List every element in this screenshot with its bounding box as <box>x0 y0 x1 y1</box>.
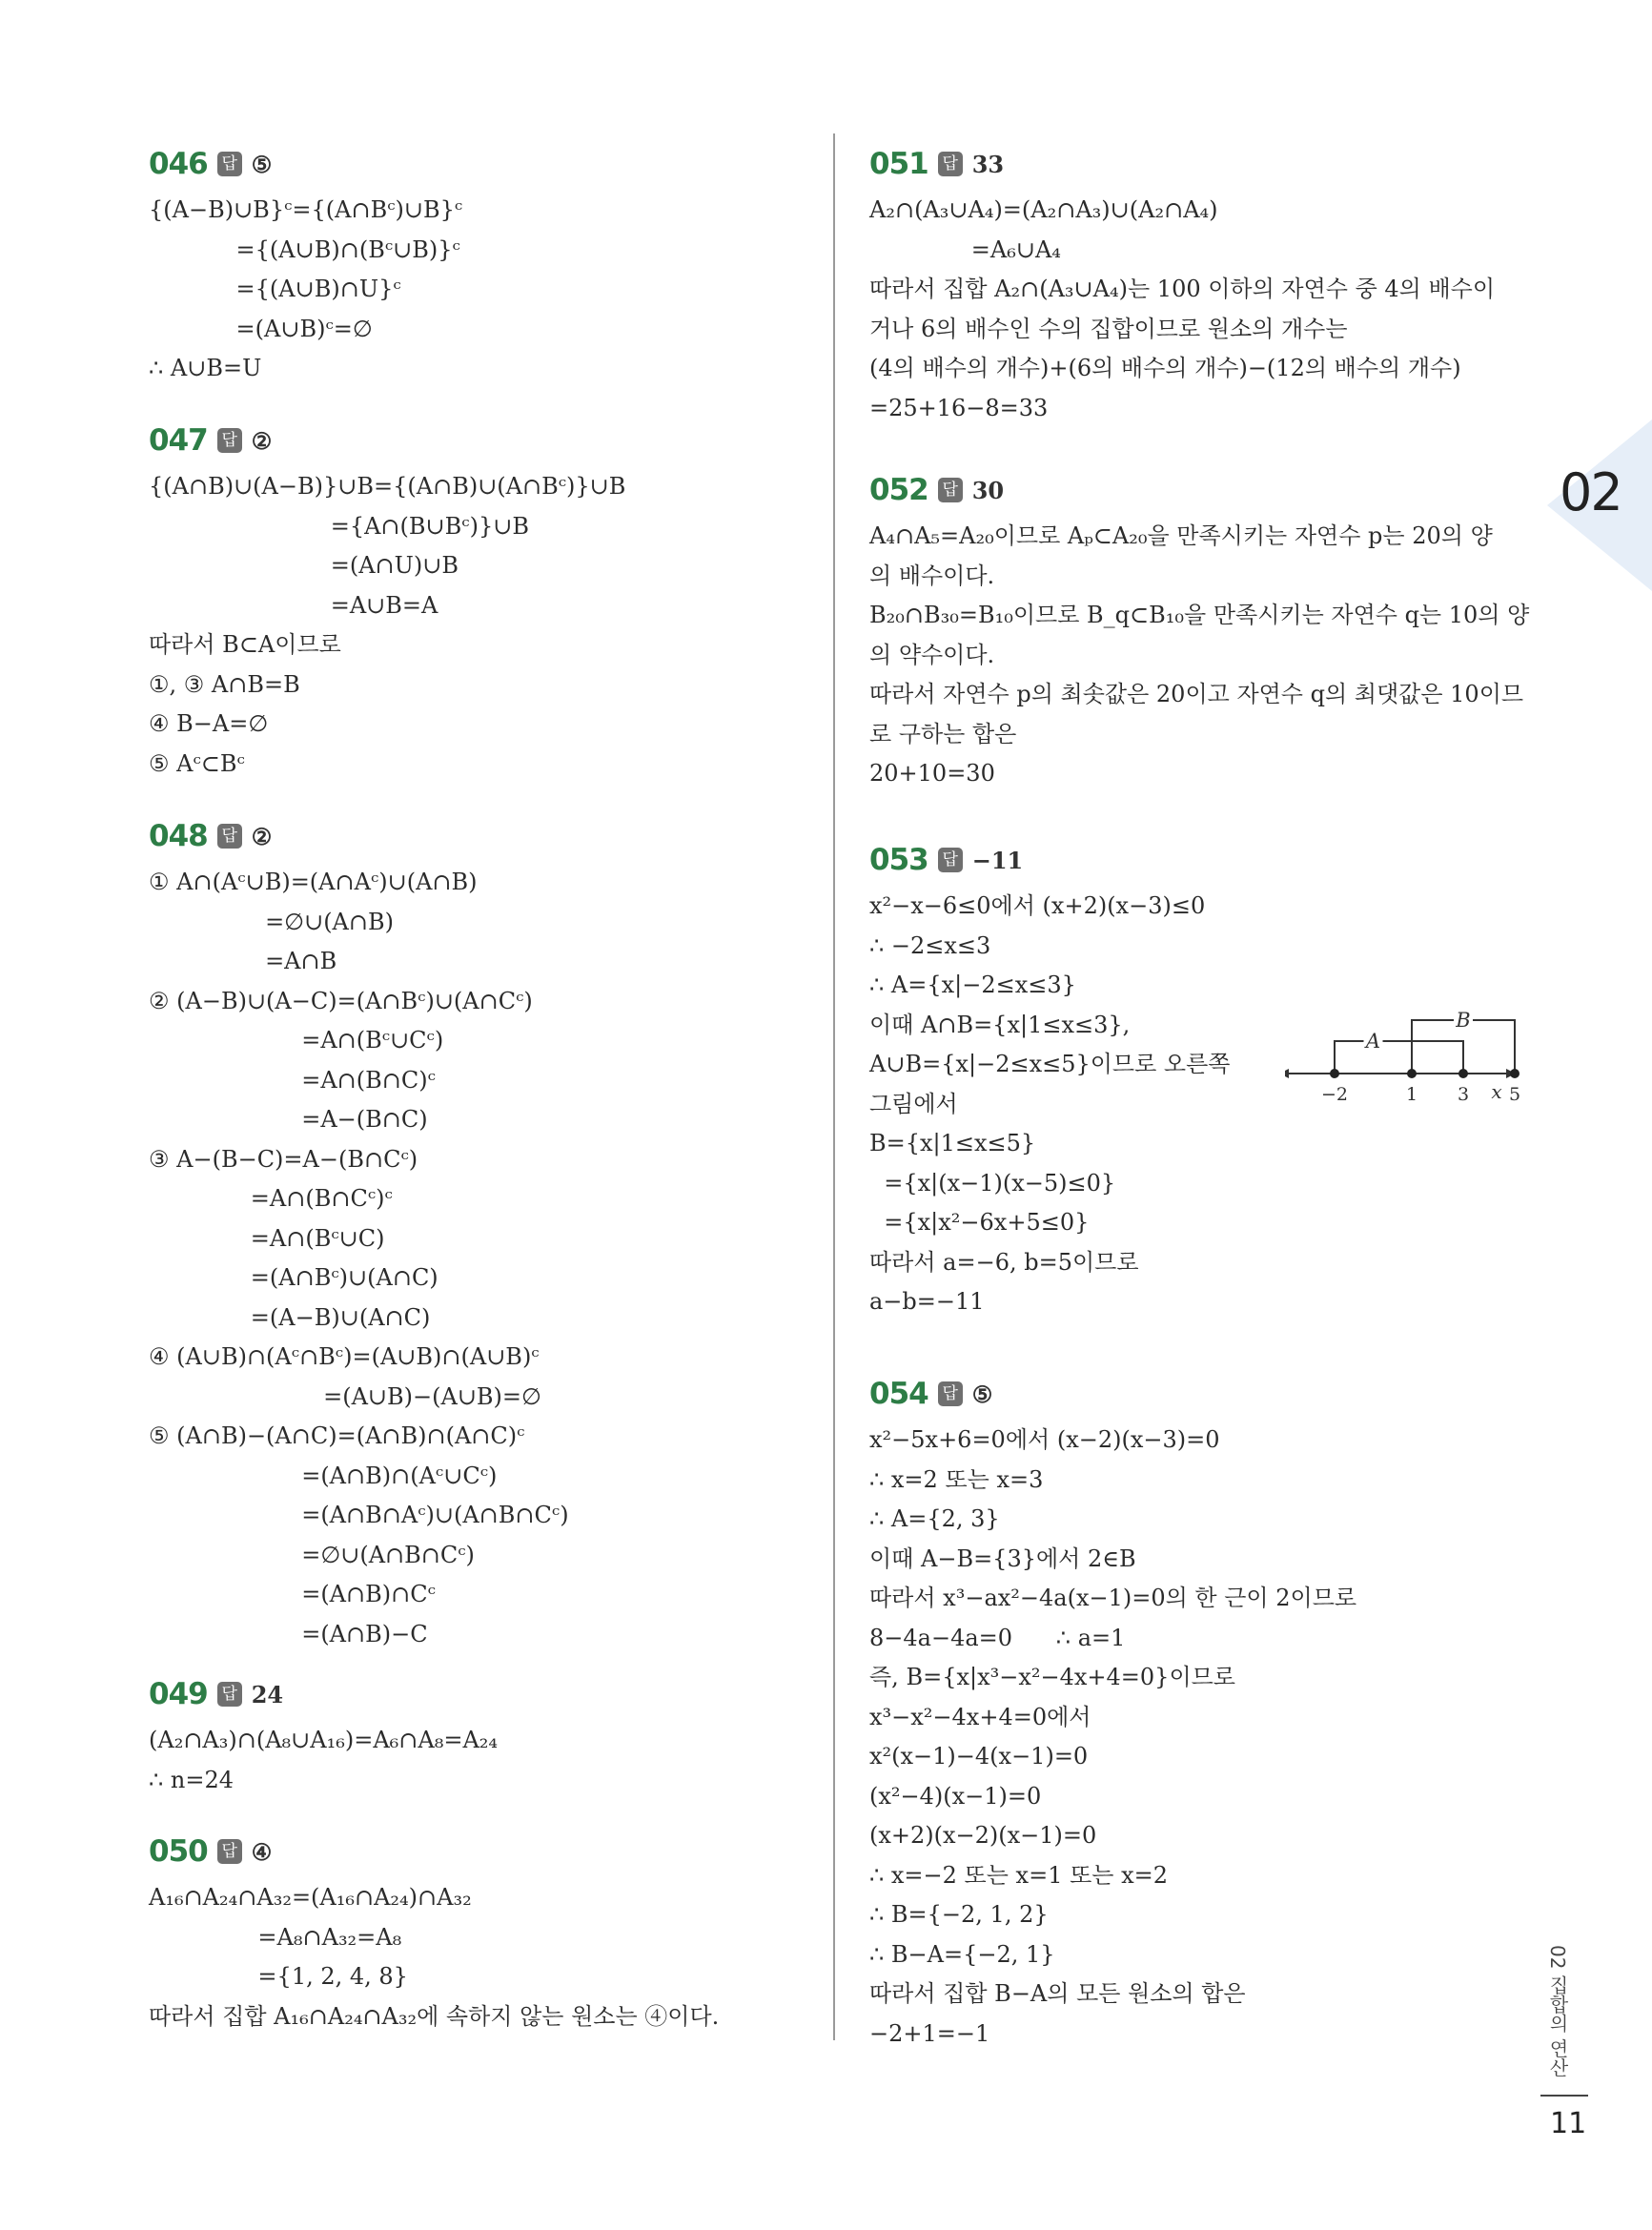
solution-line: 그림에서 <box>869 1090 958 1117</box>
solution-line: B={x|1≤x≤5} <box>869 1130 1036 1156</box>
solution-line: =A∩(B∩C)ᶜ <box>149 1066 436 1094</box>
solution-line: A∪B={x|−2≤x≤5}이므로 오른쪽 <box>869 1051 1231 1077</box>
answer-badge: 답 <box>217 824 242 849</box>
solution-line: (A₂∩A₃)∩(A₈∪A₁₆)=A₆∩A₈=A₂₄ <box>149 1727 499 1753</box>
solution-line: =A−(B∩C) <box>149 1106 428 1133</box>
solution-line: =(A∩U)∪B <box>149 552 459 579</box>
solution-line: =A∩(B∩Cᶜ)ᶜ <box>149 1185 393 1212</box>
axis-label: x <box>1491 1080 1502 1103</box>
answer-badge: 답 <box>938 478 963 502</box>
solution-line: ①, ③ A∩B=B <box>149 670 300 698</box>
problem-number: 047 <box>149 423 208 458</box>
solution-line: x²−x−6≤0에서 (x+2)(x−3)≤0 <box>869 892 1206 919</box>
axis-arrow-left <box>1285 1069 1289 1078</box>
solution-line: ③ A−(B−C)=A−(B∩Cᶜ) <box>149 1145 418 1173</box>
problem-header <box>869 839 1527 881</box>
solution-line: =A₈∩A₃₂=A₈ <box>149 1923 402 1951</box>
solution-line: =(A∪B)ᶜ=∅ <box>149 315 373 342</box>
solution-line: =(A∪B)−(A∪B)=∅ <box>149 1382 541 1410</box>
solution-line: =A∩B <box>149 948 337 974</box>
problem-header <box>869 469 1527 511</box>
solution-line: =(A∩B)∩Cᶜ <box>149 1581 436 1607</box>
problem-number: 050 <box>149 1834 208 1869</box>
solution-line: 따라서 자연수 p의 최솟값은 20이고 자연수 q의 최댓값은 10이므 <box>869 681 1524 707</box>
chapter-tab-number: 02 <box>1560 462 1621 522</box>
solution-line: A₄∩A₅=A₂₀이므로 Aₚ⊂A₂₀을 만족시키는 자연수 p는 20의 양 <box>869 522 1493 549</box>
answer-value: 33 <box>971 150 1005 178</box>
solution-line: 따라서 a=−6, b=5이므로 <box>869 1248 1139 1276</box>
solution-line: 이때 A∩B={x|1≤x≤3}, <box>869 1011 1131 1038</box>
solution-line: ∴ x=2 또는 x=3 <box>869 1465 1044 1493</box>
solution-line: −2+1=−1 <box>869 2019 990 2047</box>
problem-header <box>149 1831 816 1872</box>
solution-line: ∴ n=24 <box>149 1766 235 1793</box>
problem-number: 048 <box>149 819 208 853</box>
solution-line: ∴ A={2, 3} <box>869 1505 1000 1532</box>
set-b-label: B <box>1456 1009 1471 1032</box>
problem-header <box>149 143 816 185</box>
running-title: 02 집합의 연산 <box>1546 1945 1569 2077</box>
solution-line: {(A−B)∪B}ᶜ={(A∩Bᶜ)∪B}ᶜ <box>149 196 463 223</box>
solution-line: =(A∩B)−C <box>149 1620 428 1647</box>
solution-line: =A∪B=A <box>149 591 438 619</box>
problem-header <box>149 1673 816 1715</box>
solution-line: 의 약수이다. <box>869 641 995 668</box>
solution-line: 이때 A−B={3}에서 2∈B <box>869 1545 1136 1572</box>
problem-048 <box>149 815 816 1654</box>
tick-label: −2 <box>1320 1084 1349 1105</box>
answer-badge: 답 <box>938 848 963 872</box>
solution-line: ② (A−B)∪(A−C)=(A∩Bᶜ)∪(A∩Cᶜ) <box>149 987 533 1014</box>
solution-line: 따라서 집합 A₂∩(A₃∪A₄)는 100 이하의 자연수 중 4의 배수이 <box>869 276 1496 302</box>
solution-line: ={x|x²−6x+5≤0} <box>869 1209 1090 1236</box>
number-line-figure <box>1285 1009 1523 1128</box>
answer-value: 30 <box>971 476 1005 504</box>
solution-line: =A∩(Bᶜ∪C) <box>149 1224 385 1252</box>
solution-line: 즉, B={x|x³−x²−4x+4=0}이므로 <box>869 1664 1235 1690</box>
problem-number: 052 <box>869 473 928 507</box>
solution-line: =(A∩B)∩(Aᶜ∪Cᶜ) <box>149 1462 498 1489</box>
answer-badge: 답 <box>217 152 242 176</box>
number-line-point <box>1458 1069 1468 1078</box>
tick-label: 5 <box>1508 1084 1521 1105</box>
solution-line: 따라서 집합 A₁₆∩A₂₄∩A₃₂에 속하지 않는 원소는 ④이다. <box>149 2002 720 2030</box>
answer-value: ② <box>251 426 273 455</box>
solution-line: ∴ A={x|−2≤x≤3} <box>869 972 1076 998</box>
solution-line: ④ B−A=∅ <box>149 710 269 737</box>
solution-line: (x+2)(x−2)(x−1)=0 <box>869 1822 1097 1849</box>
problem-number: 049 <box>149 1677 208 1711</box>
answer-value: −11 <box>971 846 1024 874</box>
answer-value: ⑤ <box>971 1380 993 1408</box>
problem-header <box>869 1373 1527 1415</box>
solution-line: =(A−B)∪(A∩C) <box>149 1303 431 1331</box>
solution-line: a−b=−11 <box>869 1288 985 1315</box>
solution-line: ∴ B−A={−2, 1} <box>869 1940 1055 1968</box>
solution-line: =∅∪(A∩B) <box>149 908 394 935</box>
answer-value: ⑤ <box>251 150 273 178</box>
solution-line: ={1, 2, 4, 8} <box>149 1963 408 1990</box>
solution-line: ④ (A∪B)∩(Aᶜ∩Bᶜ)=(A∪B)∩(A∪B)ᶜ <box>149 1343 540 1370</box>
solution-line: ∴ A∪B=U <box>149 355 262 381</box>
solution-line: 의 배수이다. <box>869 562 995 589</box>
solution-line: ={x|(x−1)(x−5)≤0} <box>869 1169 1116 1197</box>
problem-050 <box>149 1831 816 2036</box>
answer-badge: 답 <box>217 428 242 453</box>
solution-line: =A₆∪A₄ <box>869 235 1061 263</box>
problem-number: 053 <box>869 843 928 877</box>
solution-line: ∴ B={−2, 1, 2} <box>869 1901 1049 1928</box>
solution-line: (x²−4)(x−1)=0 <box>869 1782 1042 1810</box>
solution-line: ={(A∪B)∩U}ᶜ <box>149 276 401 302</box>
answer-badge: 답 <box>938 152 963 176</box>
solution-line: 8−4a−4a=0 ∴ a=1 <box>869 1624 1126 1651</box>
set-a-bracket <box>1335 1041 1463 1074</box>
problem-header <box>149 815 816 857</box>
number-line-point <box>1510 1069 1519 1078</box>
number-line-point <box>1407 1069 1417 1078</box>
solution-line: =25+16−8=33 <box>869 394 1049 421</box>
solution-line: (4의 배수의 개수)+(6의 배수의 개수)−(12의 배수의 개수) <box>869 355 1461 381</box>
solution-line: =A∩(Bᶜ∪Cᶜ) <box>149 1027 444 1054</box>
solution-line: ⑤ Aᶜ⊂Bᶜ <box>149 749 245 777</box>
problem-header <box>869 143 1527 185</box>
set-a-label: A <box>1365 1030 1381 1053</box>
solution-line: ① A∩(Aᶜ∪B)=(A∩Aᶜ)∪(A∩B) <box>149 869 478 895</box>
solution-line: x²−5x+6=0에서 (x−2)(x−3)=0 <box>869 1426 1220 1453</box>
answer-badge: 답 <box>217 1839 242 1864</box>
solution-line: 따라서 x³−ax²−4a(x−1)=0의 한 근이 2이므로 <box>869 1585 1357 1611</box>
solution-line: 따라서 B⊂A이므로 <box>149 631 341 658</box>
solution-line: ∴ x=−2 또는 x=1 또는 x=2 <box>869 1861 1169 1889</box>
solution-line: =(A∩Bᶜ)∪(A∩C) <box>149 1264 438 1291</box>
problem-047 <box>149 419 816 784</box>
problem-049 <box>149 1673 816 1800</box>
answer-value: ② <box>251 822 273 850</box>
solution-line: 로 구하는 합은 <box>869 720 1017 747</box>
solution-line: =(A∩B∩Aᶜ)∪(A∩B∩Cᶜ) <box>149 1502 569 1528</box>
problem-header <box>149 419 816 461</box>
solution-line: B₂₀∩B₃₀=B₁₀이므로 B_q⊂B₁₀을 만족시키는 자연수 q는 10의 양 <box>869 602 1530 628</box>
column-divider <box>833 133 835 2040</box>
tick-label: 3 <box>1457 1084 1470 1105</box>
solution-line: ∴ −2≤x≤3 <box>869 931 991 959</box>
page-number-rule <box>1540 2095 1588 2097</box>
solution-line: ={A∩(B∪Bᶜ)}∪B <box>149 512 529 540</box>
problem-046 <box>149 143 816 389</box>
problem-052 <box>869 469 1530 794</box>
tick-label: 1 <box>1405 1084 1418 1105</box>
answer-badge: 답 <box>938 1381 963 1406</box>
solution-line: =∅∪(A∩B∩Cᶜ) <box>149 1541 475 1568</box>
number-line-point <box>1330 1069 1339 1078</box>
solution-line: {(A∩B)∪(A−B)}∪B={(A∩B)∪(A∩Bᶜ)}∪B <box>149 473 626 500</box>
solution-line: ⑤ (A∩B)−(A∩C)=(A∩B)∩(A∩C)ᶜ <box>149 1422 525 1449</box>
solution-line: 거나 6의 배수인 수의 집합이므로 원소의 개수는 <box>869 315 1348 342</box>
problem-number: 051 <box>869 147 928 181</box>
page-number: 11 <box>1550 2107 1587 2140</box>
problem-number: 054 <box>869 1377 928 1411</box>
solution-line: x²(x−1)−4(x−1)=0 <box>869 1743 1089 1770</box>
problem-051 <box>869 143 1527 428</box>
solution-line: ={(A∪B)∩(Bᶜ∪B)}ᶜ <box>149 235 460 263</box>
solution-line: 따라서 집합 B−A의 모든 원소의 합은 <box>869 1980 1246 2007</box>
answer-value: ④ <box>251 1837 273 1866</box>
solution-line: A₁₆∩A₂₄∩A₃₂=(A₁₆∩A₂₄)∩A₃₂ <box>149 1884 472 1911</box>
solution-line: A₂∩(A₃∪A₄)=(A₂∩A₃)∪(A₂∩A₄) <box>869 196 1218 223</box>
answer-value: 24 <box>251 1680 284 1708</box>
answer-badge: 답 <box>217 1682 242 1707</box>
solution-line: x³−x²−4x+4=0에서 <box>869 1703 1091 1730</box>
solution-line: 20+10=30 <box>869 760 995 787</box>
problem-number: 046 <box>149 147 208 181</box>
problem-054 <box>869 1373 1527 2054</box>
